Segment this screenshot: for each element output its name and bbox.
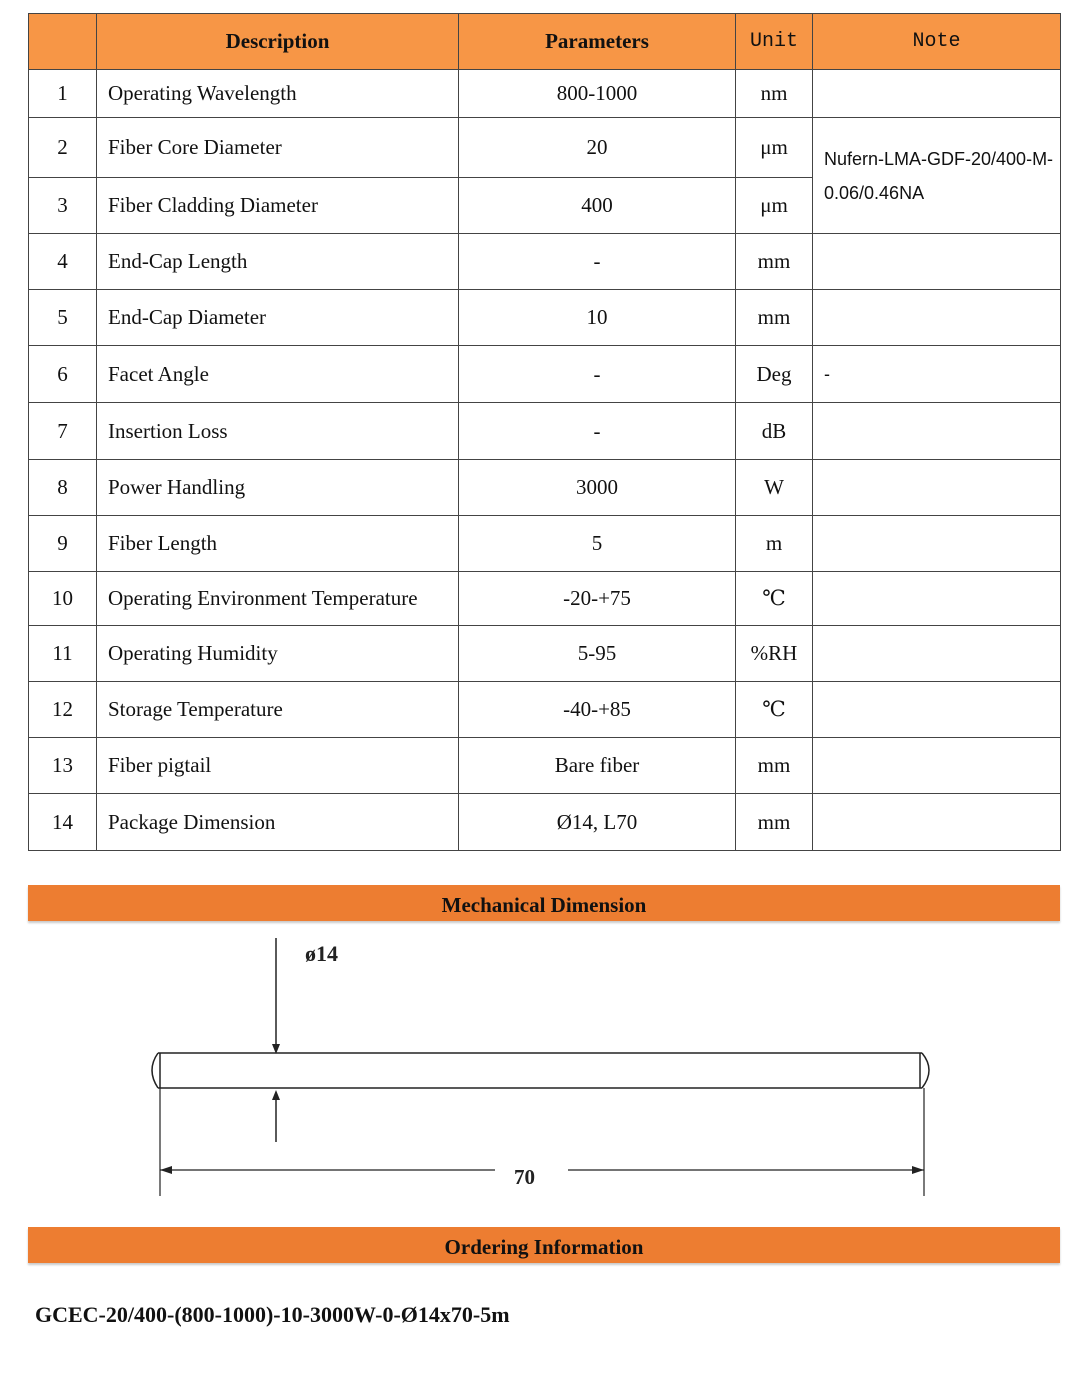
row-number: 4	[29, 234, 97, 290]
row-number: 13	[29, 738, 97, 794]
row-note	[813, 572, 1061, 626]
row-number: 9	[29, 516, 97, 572]
row-description: Fiber Core Diameter	[97, 118, 459, 178]
row-description: Fiber Length	[97, 516, 459, 572]
row-unit: μm	[736, 178, 813, 234]
row-number: 5	[29, 290, 97, 346]
rod-left-cap	[152, 1053, 158, 1088]
row-parameter: 20	[459, 118, 736, 178]
row-parameter: -	[459, 346, 736, 403]
row-parameter: 400	[459, 178, 736, 234]
row-note: -	[813, 346, 1061, 403]
row-description: Power Handling	[97, 460, 459, 516]
row-note	[813, 794, 1061, 851]
row-unit: mm	[736, 234, 813, 290]
row-unit: mm	[736, 738, 813, 794]
row-parameter: 800-1000	[459, 70, 736, 118]
row-number: 6	[29, 346, 97, 403]
row-note	[813, 70, 1061, 118]
length-arrowhead-left	[160, 1166, 172, 1174]
table-row	[29, 682, 1061, 738]
row-number: 12	[29, 682, 97, 738]
row-description: Fiber pigtail	[97, 738, 459, 794]
ordering-information-header: Ordering Information	[28, 1227, 1060, 1263]
row-description: Operating Humidity	[97, 626, 459, 682]
row-note	[813, 682, 1061, 738]
table-row	[29, 346, 1061, 403]
row-unit: ℃	[736, 572, 813, 626]
table-header-row	[29, 14, 1061, 70]
header-description: Description	[97, 14, 459, 70]
length-label: 70	[514, 1165, 535, 1189]
spec-table	[28, 13, 1061, 851]
row-unit: μm	[736, 118, 813, 178]
row-description: End-Cap Diameter	[97, 290, 459, 346]
header-unit: Unit	[736, 14, 813, 70]
row-unit: mm	[736, 794, 813, 851]
row-description: Facet Angle	[97, 346, 459, 403]
row-parameter: -	[459, 403, 736, 460]
row-description: Fiber Cladding Diameter	[97, 178, 459, 234]
row-parameter: -	[459, 234, 736, 290]
header-note: Note	[813, 14, 1061, 70]
row-number: 1	[29, 70, 97, 118]
table-row	[29, 70, 1061, 118]
row-number: 2	[29, 118, 97, 178]
length-arrowhead-right	[912, 1166, 924, 1174]
row-unit: mm	[736, 290, 813, 346]
row-parameter: 5-95	[459, 626, 736, 682]
row-description: Storage Temperature	[97, 682, 459, 738]
row-note	[813, 516, 1061, 572]
row-number: 11	[29, 626, 97, 682]
row-note	[813, 460, 1061, 516]
row-unit: nm	[736, 70, 813, 118]
row-note	[813, 403, 1061, 460]
row-parameter: 10	[459, 290, 736, 346]
table-row	[29, 403, 1061, 460]
table-row	[29, 626, 1061, 682]
row-number: 3	[29, 178, 97, 234]
row-description: Package Dimension	[97, 794, 459, 851]
row-description: Operating Environment Temperature	[97, 572, 459, 626]
table-row	[29, 738, 1061, 794]
row-number: 14	[29, 794, 97, 851]
row-unit: %RH	[736, 626, 813, 682]
row-parameter: -20-+75	[459, 572, 736, 626]
row-parameter: -40-+85	[459, 682, 736, 738]
row-description: Operating Wavelength	[97, 70, 459, 118]
table-row	[29, 118, 1061, 178]
header-parameters: Parameters	[459, 14, 736, 70]
row-parameter: 3000	[459, 460, 736, 516]
row-description: End-Cap Length	[97, 234, 459, 290]
row-note	[813, 290, 1061, 346]
diameter-arrowhead-bottom	[272, 1090, 280, 1100]
table-row	[29, 794, 1061, 851]
row-note	[813, 234, 1061, 290]
table-row	[29, 290, 1061, 346]
ordering-code: GCEC-20/400-(800-1000)-10-3000W-0-Ø14x70-5m	[35, 1302, 510, 1327]
rod-right-cap	[922, 1053, 929, 1088]
diameter-label: ø14	[305, 941, 338, 966]
table-row	[29, 460, 1061, 516]
row-number: 8	[29, 460, 97, 516]
row-number: 10	[29, 572, 97, 626]
row-parameter: Bare fiber	[459, 738, 736, 794]
mechanical-dimension-header: Mechanical Dimension	[28, 885, 1060, 921]
row-unit: Deg	[736, 346, 813, 403]
row-note-fiber-model: Nufern-LMA-GDF-20/400-M-0.06/0.46NA	[813, 118, 1061, 234]
table-row	[29, 572, 1061, 626]
table-row	[29, 234, 1061, 290]
row-unit: dB	[736, 403, 813, 460]
row-unit: ℃	[736, 682, 813, 738]
diameter-arrowhead-top	[272, 1044, 280, 1054]
row-unit: m	[736, 516, 813, 572]
row-note	[813, 626, 1061, 682]
row-parameter: Ø14, L70	[459, 794, 736, 851]
row-parameter: 5	[459, 516, 736, 572]
row-number: 7	[29, 403, 97, 460]
header-no	[29, 14, 97, 70]
row-note	[813, 738, 1061, 794]
row-description: Insertion Loss	[97, 403, 459, 460]
row-unit: W	[736, 460, 813, 516]
table-row	[29, 516, 1061, 572]
